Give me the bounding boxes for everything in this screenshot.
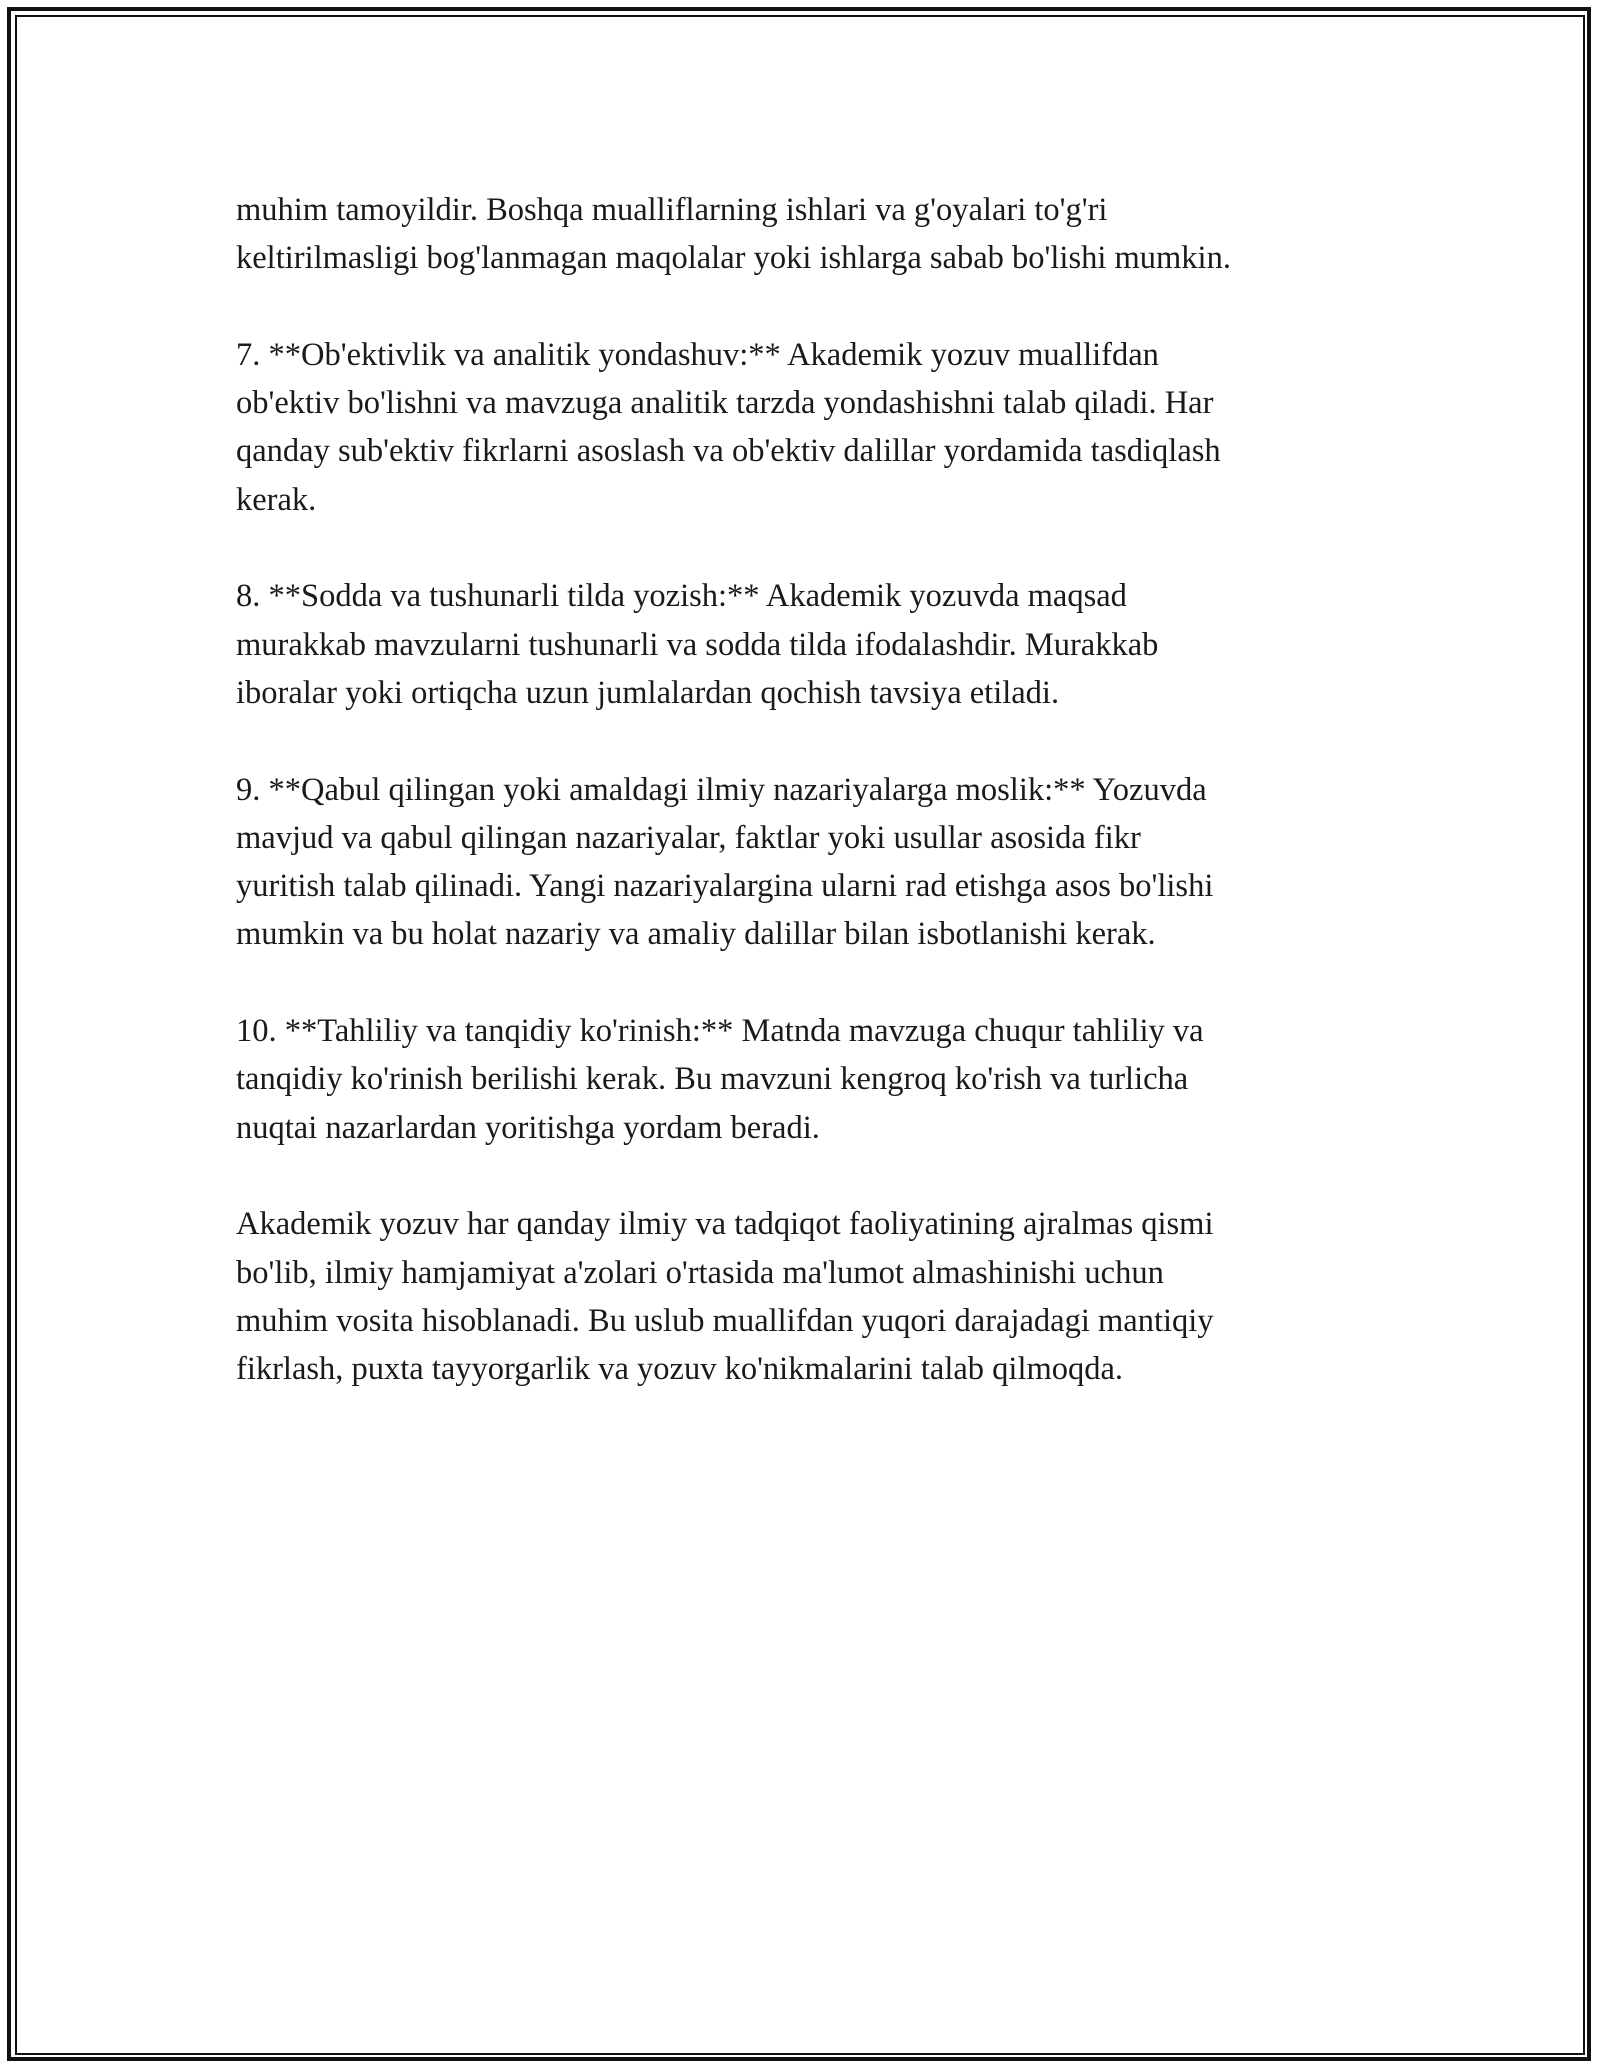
- paragraph-item-10: 10. **Tahliliy va tanqidiy ko'rinish:** Matnda mavzuga chuqur tahliliy va tanqidiy ko'rinish berilishi kerak. Bu mavzuni kengroq ko'rish va turlicha nuqtai nazarlardan yoritishga yordam beradi.: [236, 1013, 1204, 1146]
- paragraph-item-9: 9. **Qabul qilingan yoki amaldagi ilmiy nazariyalarga moslik:** Yozuvda mavjud va qabul qilingan nazariyalar, faktlar yoki usullar asosida fikr yuritish talab qilinadi. Yangi nazariyalargina ularni rad etishga asos bo'lishi mumkin va bu holat nazariy va amaliy dalillar bilan isbotlanishi kerak.: [236, 771, 1214, 953]
- document-body: [236, 186, 1416, 1442]
- paragraph-conclusion: Akademik yozuv har qanday ilmiy va tadqiqot faoliyatining ajralmas qismi bo'lib, ilmiy hamjamiyat a'zolari o'rtasida ma'lumot almashinishi uchun muhim vosita hisoblanadi. Bu uslub muallifdan yuqori darajadagi mantiqiy fikrlash, puxta tayyorgarlik va yozuv ko'nikmalarini talab qilmoqda.: [236, 1206, 1214, 1388]
- paragraph-item-7: 7. **Ob'ektivlik va analitik yondashuv:** Akademik yozuv muallifdan ob'ektiv bo'lishni va mavzuga analitik tarzda yondashishni talab qiladi. Har qanday sub'ektiv fikrlarni asoslash va ob'ektiv dalillar yordamida tasdiqlash kerak.: [236, 336, 1221, 518]
- paragraph-continuation: muhim tamoyildir. Boshqa mualliflarning ishlari va g'oyalari to'g'ri keltirilmasligi bog'lanmagan maqolalar yoki ishlarga sabab bo'lishi mumkin.: [236, 192, 1231, 277]
- paragraph-item-8: 8. **Sodda va tushunarli tilda yozish:** Akademik yozuvda maqsad murakkab mavzularni tushunarli va sodda tilda ifodalashdir. Murakkab iboralar yoki ortiqcha uzun jumlalardan qochish tavsiya etiladi.: [236, 578, 1159, 711]
